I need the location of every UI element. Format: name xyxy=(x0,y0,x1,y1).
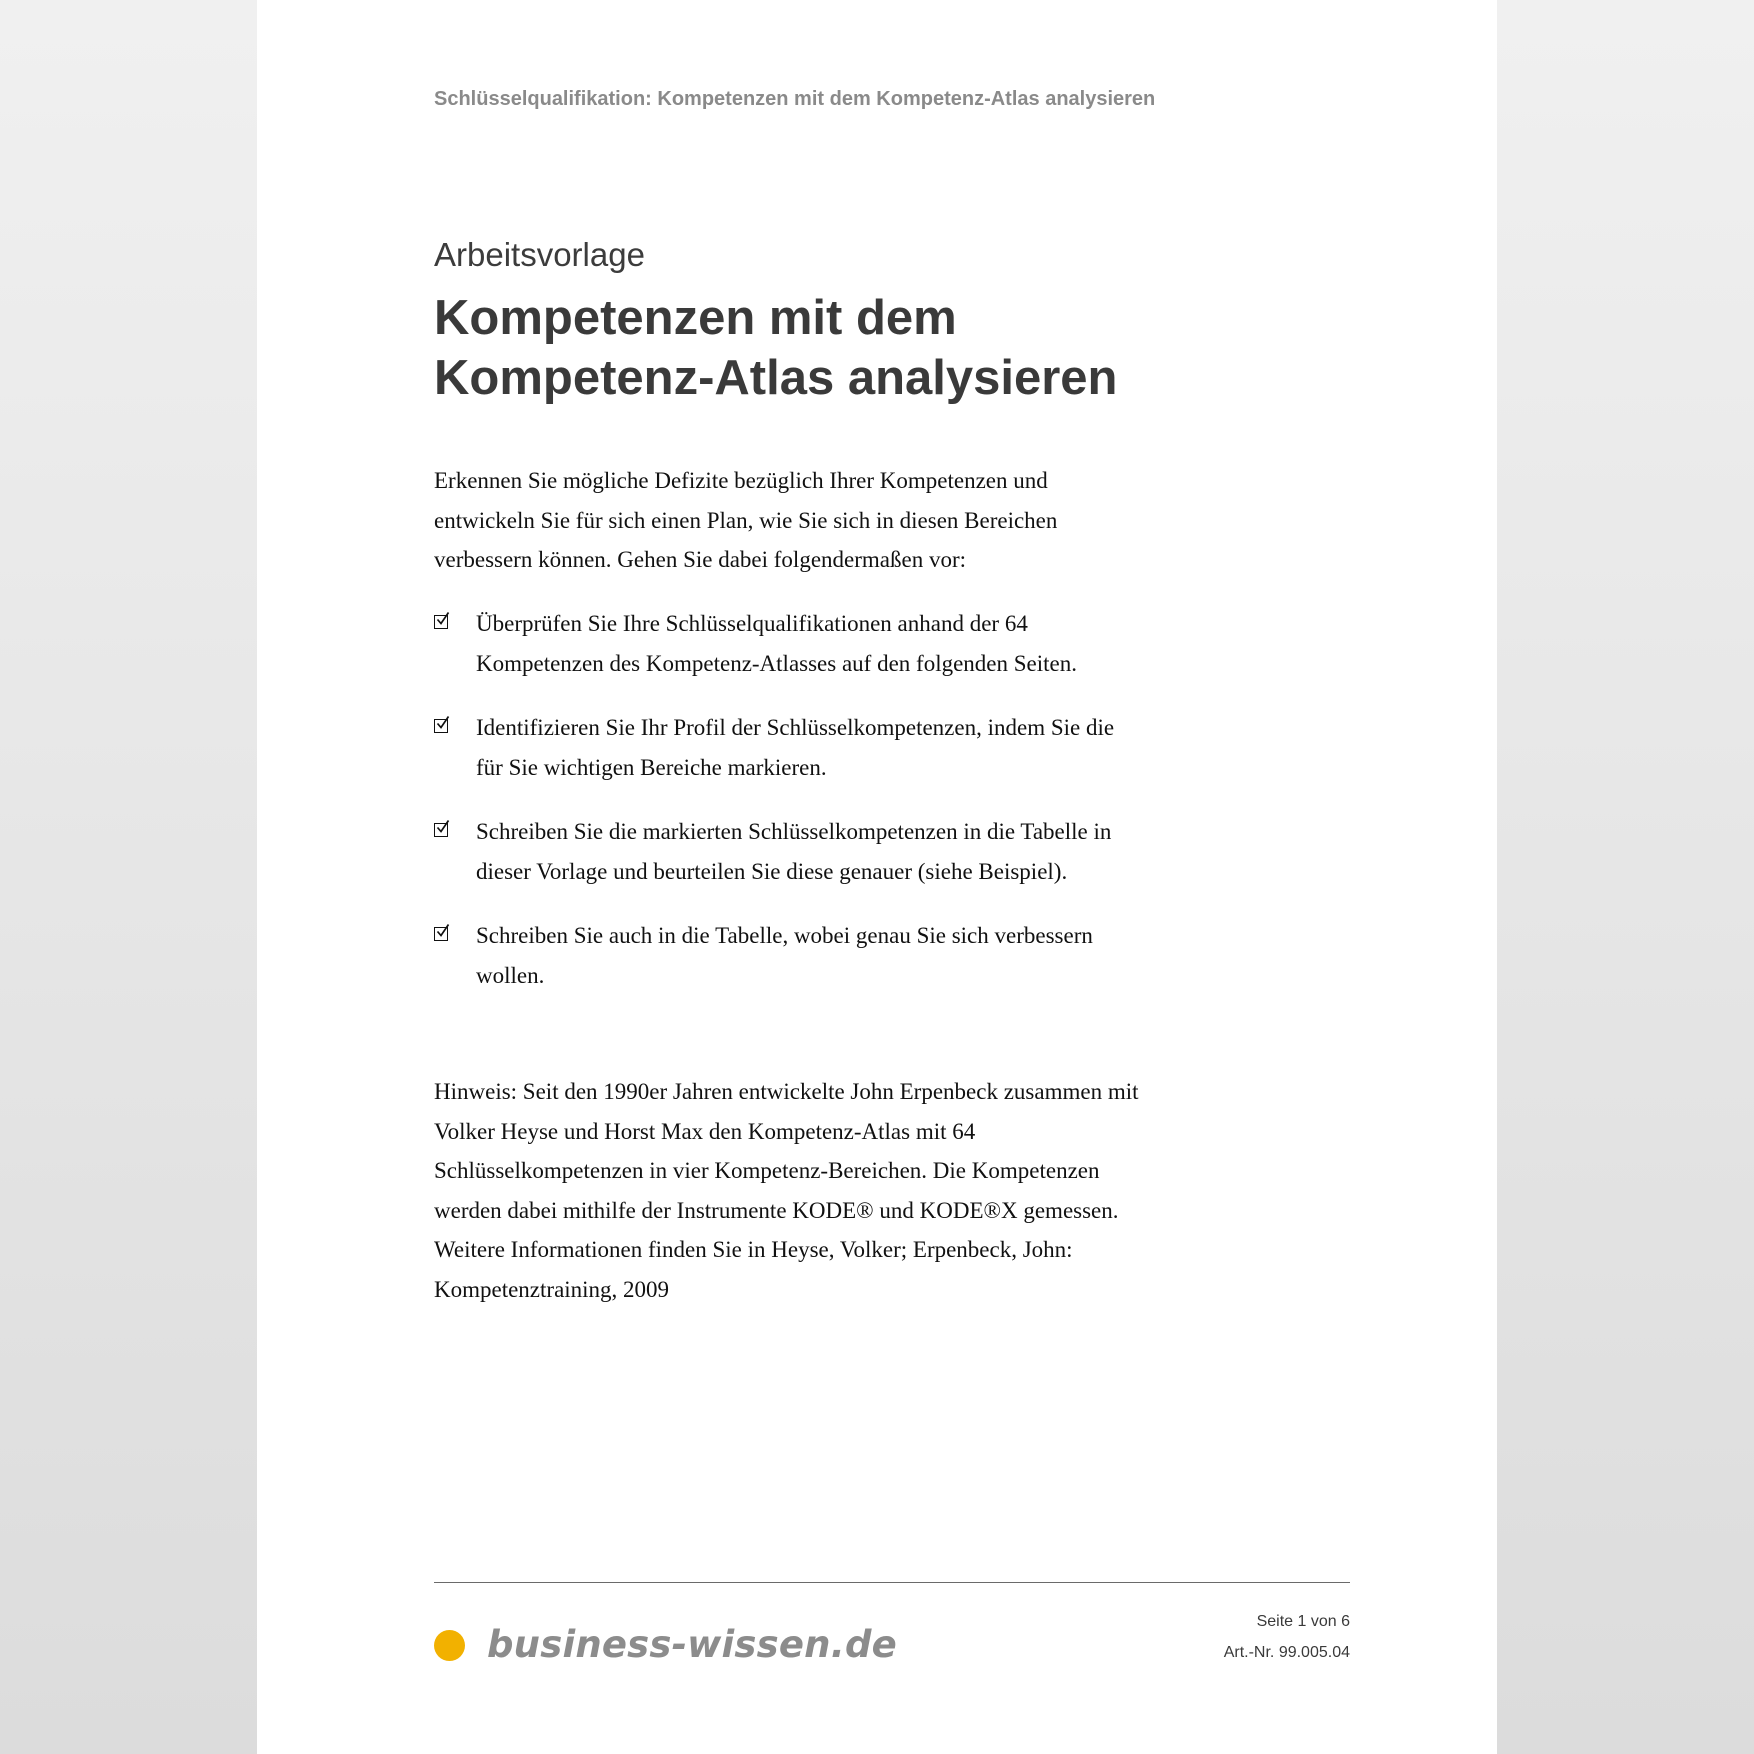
intro-line: entwickeln Sie für sich einen Plan, wie Sie sich in diesen Bereichen xyxy=(434,507,1058,533)
checklist-item xyxy=(434,604,1194,683)
footer-meta xyxy=(1224,1606,1350,1668)
checklist xyxy=(434,604,1194,1020)
checklist-item xyxy=(434,708,1194,787)
checklist-item-text: Schreiben Sie die markierten Schlüsselkompetenzen in die Tabelle in xyxy=(476,819,1112,844)
note-paragraph xyxy=(434,1072,1194,1309)
publisher-logo xyxy=(434,1616,897,1672)
checked-box-icon xyxy=(434,823,448,837)
intro-paragraph xyxy=(434,461,1154,580)
title-line: Kompetenzen mit dem xyxy=(434,291,957,345)
note-line: werden dabei mithilfe der Instrumente KODE® und KODE®X gemessen. xyxy=(434,1197,1119,1223)
checked-box-icon xyxy=(434,615,448,629)
checklist-item-text: Überprüfen Sie Ihre Schlüsselqualifikationen anhand der 64 xyxy=(476,611,1028,636)
checklist-item xyxy=(434,916,1194,995)
intro-line: verbessern können. Gehen Sie dabei folgendermaßen vor: xyxy=(434,547,967,572)
intro-line: Erkennen Sie mögliche Defizite bezüglich Ihrer Kompetenzen und xyxy=(434,468,1048,493)
page-number: Seite 1 von 6 xyxy=(1256,1613,1350,1630)
checklist-item-text: dieser Vorlage und beurteilen Sie diese genauer (siehe Beispiel). xyxy=(476,858,1068,884)
checklist-item-text: für Sie wichtigen Bereiche markieren. xyxy=(476,754,827,780)
note-line: Weitere Informationen finden Sie in Heyse, Volker; Erpenbeck, John: xyxy=(434,1237,1073,1262)
footer-divider xyxy=(434,1582,1350,1583)
checked-box-icon xyxy=(434,719,448,733)
article-number: Art.-Nr. 99.005.04 xyxy=(1223,1644,1350,1661)
checklist-item-text: Schreiben Sie auch in die Tabelle, wobei genau Sie sich verbessern xyxy=(476,923,1093,948)
document-title xyxy=(434,288,1334,408)
checklist-item xyxy=(434,812,1194,891)
checklist-item-text: wollen. xyxy=(476,962,545,988)
running-header: Schlüsselqualifikation: Kompetenzen mit dem Kompetenz-Atlas analysieren xyxy=(434,88,1156,110)
title-line: Kompetenz-Atlas analysieren xyxy=(434,351,1118,405)
checklist-item-text: Identifizieren Sie Ihr Profil der Schlüsselkompetenzen, indem Sie die xyxy=(476,715,1115,740)
logo-wordmark: business-wissen.de xyxy=(487,1622,897,1666)
note-line: Hinweis: Seit den 1990er Jahren entwickelte John Erpenbeck zusammen mit xyxy=(434,1079,1139,1104)
checklist-item-text: Kompetenzen des Kompetenz-Atlasses auf den folgenden Seiten. xyxy=(476,650,1077,676)
document-kicker: Arbeitsvorlage xyxy=(434,236,645,273)
checked-box-icon xyxy=(434,927,448,941)
logo-dot-icon xyxy=(434,1630,465,1661)
document-page xyxy=(257,0,1497,1754)
note-line: Volker Heyse und Horst Max den Kompetenz-Atlas mit 64 xyxy=(434,1118,976,1144)
note-line: Schlüsselkompetenzen in vier Kompetenz-Bereichen. Die Kompetenzen xyxy=(434,1158,1100,1183)
note-line: Kompetenztraining, 2009 xyxy=(434,1276,670,1302)
